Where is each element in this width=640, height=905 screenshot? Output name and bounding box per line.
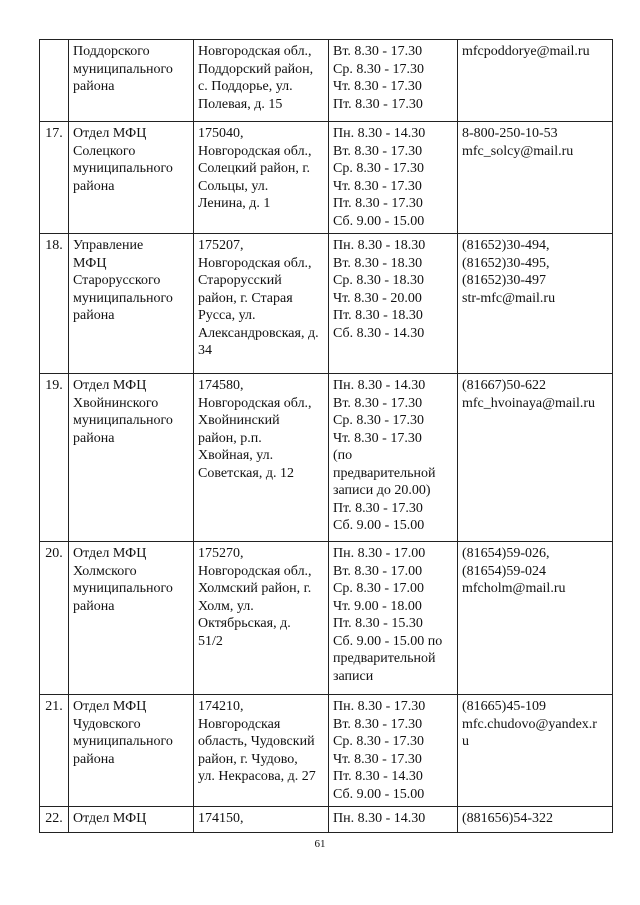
- office-contacts-line: (81654)59-024: [462, 563, 546, 579]
- office-hours-line: Чт. 8.30 - 17.30: [333, 751, 422, 767]
- office-address-line: 174150,: [198, 811, 244, 826]
- office-hours-line: записи до 20.00): [333, 483, 431, 498]
- office-contacts-cell: [458, 695, 613, 807]
- office-hours-line: предварительной: [333, 651, 436, 666]
- office-hours-line: Пн. 8.30 - 14.30: [333, 811, 426, 826]
- office-hours-cell: [329, 234, 458, 374]
- office-name-cell: [69, 122, 194, 234]
- office-name-line: района: [73, 430, 115, 446]
- row-number-cell: [40, 542, 69, 695]
- office-name-line: Отдел МФЦ: [73, 699, 147, 714]
- office-address-cell: [194, 122, 329, 234]
- office-address-line: Новгородская обл.,: [198, 563, 312, 579]
- row-number-cell: [40, 40, 69, 122]
- office-address-line: Александровская, д.: [198, 325, 319, 341]
- office-address-cell: [194, 542, 329, 695]
- office-hours-line: Пн. 8.30 - 17.30: [333, 699, 426, 714]
- office-hours-line: Ср. 8.30 - 18.30: [333, 273, 424, 288]
- office-name-line: муниципального: [73, 581, 173, 596]
- office-name-line: муниципального: [73, 734, 173, 749]
- office-name-line: Отдел МФЦ: [73, 378, 147, 393]
- office-hours-line: Пт. 8.30 - 14.30: [333, 769, 423, 784]
- office-hours-line: Ср. 8.30 - 17.30: [333, 161, 424, 176]
- office-address-line: 175040,: [198, 126, 244, 141]
- row-number-cell: [40, 122, 69, 234]
- office-address-line: Новгородская обл.,: [198, 44, 312, 59]
- office-address-line: 174580,: [198, 378, 244, 393]
- office-name-line: района: [73, 178, 115, 194]
- office-name-line: муниципального: [73, 290, 173, 306]
- office-contacts-cell: [458, 542, 613, 695]
- office-address-line: 174210,: [198, 699, 244, 714]
- office-hours-line: записи: [333, 668, 374, 684]
- office-hours-line: Вт. 8.30 - 17.30: [333, 716, 423, 732]
- office-address-cell: [194, 40, 329, 122]
- office-address-line: Ленина, д. 1: [198, 196, 271, 211]
- office-hours-line: Пн. 8.30 - 18.30: [333, 238, 426, 253]
- office-hours-line: Вт. 8.30 - 17.00: [333, 563, 423, 579]
- office-address-cell: [194, 234, 329, 374]
- office-hours-line: Пт. 8.30 - 15.30: [333, 616, 423, 631]
- office-address-line: Новгородская: [198, 716, 281, 732]
- office-contacts-line: u: [462, 734, 469, 749]
- office-hours-line: Вт. 8.30 - 18.30: [333, 255, 423, 271]
- office-contacts-line: 8-800-250-10-53: [462, 126, 558, 141]
- row-number: 19.: [45, 378, 63, 393]
- row-number: 17.: [45, 126, 63, 141]
- office-contacts-line: (81652)30-495,: [462, 255, 550, 271]
- office-hours-line: Вт. 8.30 - 17.30: [333, 143, 423, 159]
- table-row: [40, 234, 613, 374]
- office-name-line: Чудовского: [73, 716, 141, 732]
- office-name-line: района: [73, 751, 115, 767]
- office-address-line: Холмский район, г.: [198, 581, 312, 596]
- office-hours-line: Ср. 8.30 - 17.00: [333, 581, 424, 596]
- office-address-line: Хвойнинский: [198, 413, 280, 428]
- office-address-cell: [194, 695, 329, 807]
- office-address-line: 51/2: [198, 633, 223, 649]
- office-address-line: Полевая, д. 15: [198, 96, 283, 112]
- office-hours-line: Ср. 8.30 - 17.30: [333, 413, 424, 428]
- office-contacts-cell: [458, 40, 613, 122]
- office-name-line: Отдел МФЦ: [73, 126, 147, 141]
- office-contacts-cell: [458, 807, 613, 833]
- office-hours-line: Пт. 8.30 - 17.30: [333, 500, 423, 516]
- office-hours-cell: [329, 374, 458, 542]
- office-contacts-line: (81652)30-497: [462, 273, 546, 288]
- office-name-line: муниципального: [73, 61, 173, 77]
- office-address-line: с. Поддорье, ул.: [198, 79, 293, 94]
- office-contacts-line: (81652)30-494,: [462, 238, 550, 253]
- office-name-cell: [69, 807, 194, 833]
- office-address-line: район, г. Чудово,: [198, 751, 298, 767]
- office-name-line: муниципального: [73, 413, 173, 428]
- office-hours-line: Пн. 8.30 - 17.00: [333, 546, 426, 561]
- office-name-cell: [69, 542, 194, 695]
- office-name-line: Отдел МФЦ: [73, 546, 147, 561]
- office-address-line: Сольцы, ул.: [198, 178, 269, 194]
- office-contacts-cell: [458, 234, 613, 374]
- row-number: 22.: [45, 811, 63, 826]
- office-contacts-line: (81667)50-622: [462, 378, 546, 393]
- office-hours-cell: [329, 807, 458, 833]
- office-name-line: района: [73, 308, 115, 323]
- office-name-cell: [69, 695, 194, 807]
- office-hours-line: Пн. 8.30 - 14.30: [333, 378, 426, 393]
- office-hours-line: Пт. 8.30 - 17.30: [333, 196, 423, 211]
- office-contacts-line: (81665)45-109: [462, 699, 546, 714]
- office-address-line: Октябрьская, д.: [198, 616, 291, 631]
- office-address-line: Советская, д. 12: [198, 465, 294, 481]
- office-contacts-cell: [458, 374, 613, 542]
- office-hours-line: Сб. 9.00 - 15.00: [333, 786, 425, 802]
- table-row: [40, 374, 613, 542]
- table-row: [40, 807, 613, 833]
- office-address-line: Новгородская обл.,: [198, 143, 312, 159]
- row-number-cell: [40, 234, 69, 374]
- office-hours-line: Ср. 8.30 - 17.30: [333, 734, 424, 749]
- table-row: [40, 542, 613, 695]
- office-address-line: Холм, ул.: [198, 598, 254, 614]
- office-address-line: Хвойная, ул.: [198, 448, 274, 463]
- office-name-line: Управление: [73, 238, 144, 253]
- office-name-line: Старорусского: [73, 273, 161, 288]
- office-address-line: Новгородская обл.,: [198, 255, 312, 271]
- office-hours-cell: [329, 695, 458, 807]
- table-row: [40, 40, 613, 122]
- office-address-line: ул. Некрасова, д. 27: [198, 769, 316, 784]
- office-address-line: Русса, ул.: [198, 308, 256, 323]
- office-contacts-line: str-mfc@mail.ru: [462, 290, 556, 306]
- office-address-line: область, Чудовский: [198, 734, 315, 749]
- office-hours-line: Сб. 9.00 - 15.00: [333, 213, 425, 229]
- row-number-cell: [40, 807, 69, 833]
- office-hours-line: Сб. 9.00 - 15.00: [333, 518, 425, 533]
- office-contacts-line: mfcholm@mail.ru: [462, 581, 566, 596]
- office-name-line: муниципального: [73, 161, 173, 176]
- office-hours-line: предварительной: [333, 465, 436, 481]
- office-hours-line: Чт. 9.00 - 18.00: [333, 598, 422, 614]
- office-contacts-line: (881656)54-322: [462, 811, 553, 826]
- row-number-cell: [40, 374, 69, 542]
- office-address-cell: [194, 374, 329, 542]
- office-hours-line: Сб. 8.30 - 14.30: [333, 325, 425, 341]
- office-name-line: МФЦ: [73, 255, 107, 271]
- office-name-line: Отдел МФЦ: [73, 811, 147, 826]
- table-row: [40, 695, 613, 807]
- office-address-line: 175207,: [198, 238, 244, 253]
- office-hours-line: Вт. 8.30 - 17.30: [333, 44, 423, 59]
- office-hours-line: (по: [333, 448, 353, 463]
- table-body: [40, 40, 613, 833]
- office-hours-line: Вт. 8.30 - 17.30: [333, 395, 423, 411]
- office-address-cell: [194, 807, 329, 833]
- table-row: [40, 122, 613, 234]
- row-number: 20.: [45, 546, 63, 561]
- office-hours-line: Сб. 9.00 - 15.00 по: [333, 633, 443, 649]
- office-hours-line: Чт. 8.30 - 17.30: [333, 79, 422, 94]
- office-contacts-line: mfcpoddorye@mail.ru: [462, 44, 590, 59]
- office-name-line: Хвойнинского: [73, 395, 159, 411]
- office-contacts-cell: [458, 122, 613, 234]
- office-hours-cell: [329, 40, 458, 122]
- office-name-cell: [69, 374, 194, 542]
- mfc-offices-table: [39, 39, 613, 833]
- office-hours-line: Ср. 8.30 - 17.30: [333, 61, 424, 77]
- office-address-line: район, г. Старая: [198, 290, 293, 306]
- office-hours-line: Чт. 8.30 - 20.00: [333, 290, 422, 306]
- office-hours-line: Чт. 8.30 - 17.30: [333, 430, 422, 446]
- office-hours-line: Пт. 8.30 - 18.30: [333, 308, 423, 323]
- row-number: 18.: [45, 238, 63, 253]
- office-name-line: Поддорского: [73, 44, 150, 59]
- office-address-line: 34: [198, 343, 212, 358]
- office-address-line: Новгородская обл.,: [198, 395, 312, 411]
- office-hours-cell: [329, 122, 458, 234]
- office-name-line: района: [73, 79, 115, 94]
- office-name-line: района: [73, 598, 115, 614]
- office-name-line: Солецкого: [73, 143, 136, 159]
- office-address-line: район, р.п.: [198, 430, 262, 446]
- row-number: 21.: [45, 699, 63, 714]
- office-contacts-line: mfc_hvoinaya@mail.ru: [462, 395, 596, 411]
- office-contacts-line: mfc.chudovo@yandex.r: [462, 716, 597, 732]
- office-hours-cell: [329, 542, 458, 695]
- office-address-line: Старорусский: [198, 273, 282, 288]
- office-address-line: Солецкий район, г.: [198, 161, 310, 176]
- row-number-cell: [40, 695, 69, 807]
- office-address-line: 175270,: [198, 546, 244, 561]
- page-number: 61: [314, 838, 326, 850]
- office-name-line: Холмского: [73, 563, 137, 579]
- office-name-cell: [69, 234, 194, 374]
- office-hours-line: Пн. 8.30 - 14.30: [333, 126, 426, 141]
- office-name-cell: [69, 40, 194, 122]
- office-contacts-line: (81654)59-026,: [462, 546, 550, 561]
- office-address-line: Поддорский район,: [198, 61, 314, 77]
- office-hours-line: Чт. 8.30 - 17.30: [333, 178, 422, 194]
- office-hours-line: Пт. 8.30 - 17.30: [333, 96, 423, 112]
- office-contacts-line: mfc_solcy@mail.ru: [462, 143, 574, 159]
